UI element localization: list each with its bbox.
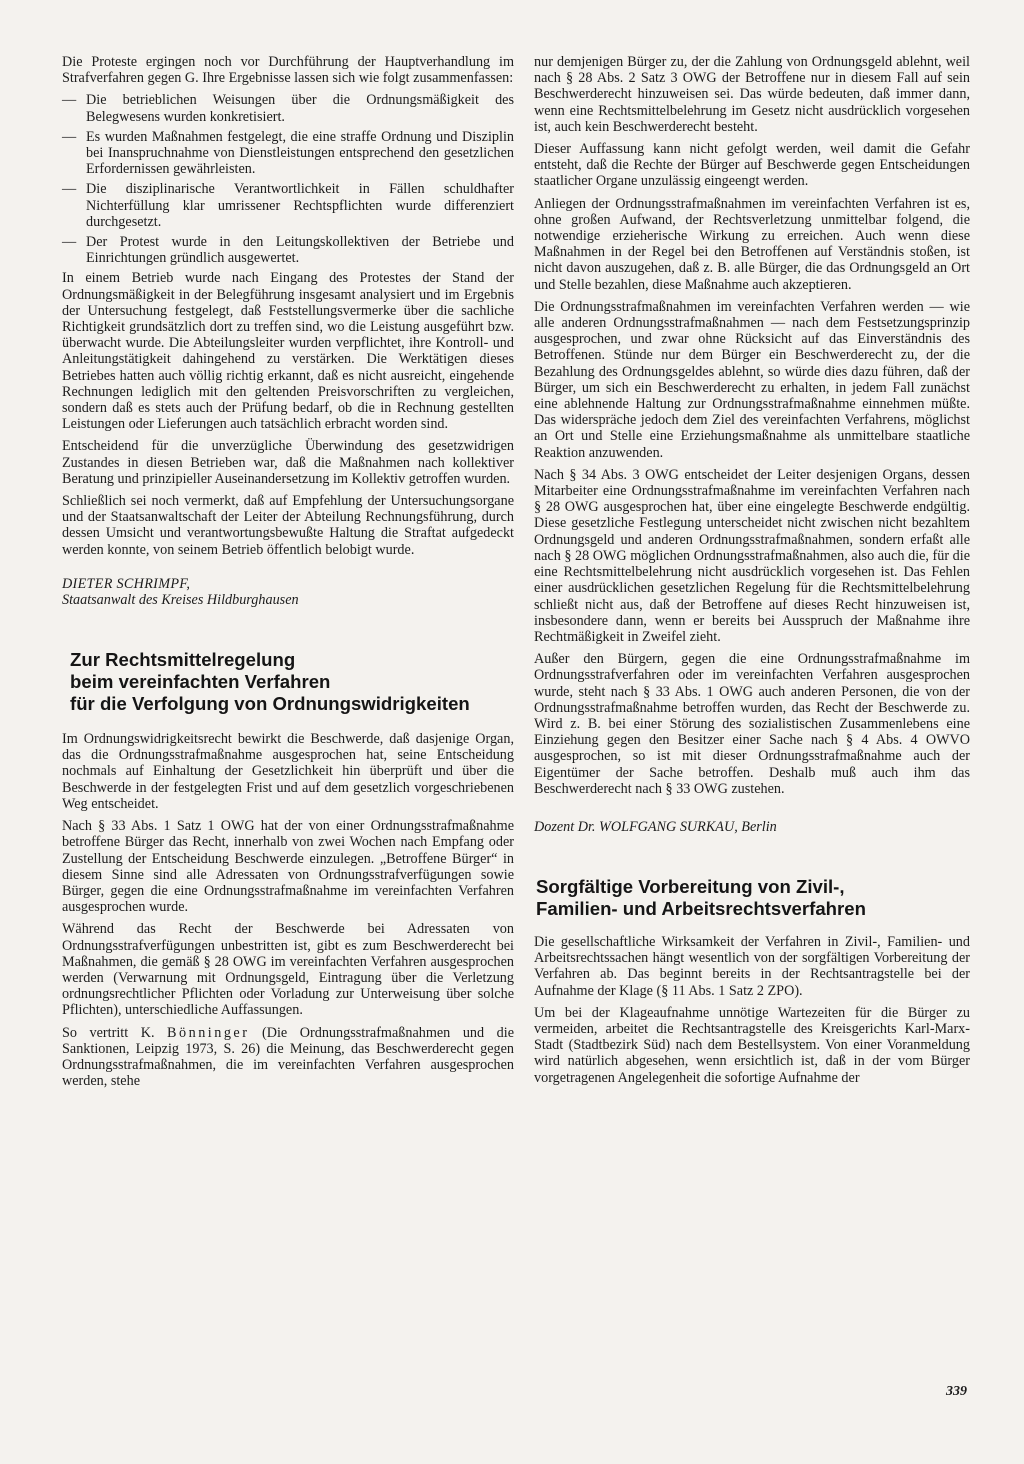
body-paragraph: Schließlich sei noch vermerkt, daß auf Empfehlung der Untersuchungsorgane und der Staatsanwaltschaft der Leiter der Abteilung Rechnungsführung, durch dessen Umsicht und verantwortungsbewußte Haltung die Straftat aufgedeckt werden konnte, von seinem Betrieb öffentlich belobigt wurde. xyxy=(62,493,514,558)
page-number: 339 xyxy=(946,1384,967,1399)
body-paragraph: Die gesellschaftliche Wirksamkeit der Verfahren in Zivil-, Familien- und Arbeitsrechtssachen hängt wesentlich von der sorgfältigen Vorbereitung der Verfahren ab. Das beginnt bereits in der Rechtsantragstelle bei der Aufnahme der Klage (§ 11 Abs. 1 Satz 2 ZPO). xyxy=(534,933,970,999)
cited-author: Bönninger xyxy=(167,1024,250,1041)
text-run: (Die Ordnungsstrafmaßnahmen und die Sanktionen, Leipzig 1973, S. 26) die Meinung, das Beschwerderecht gegen Ordnungsstrafmaßnahmen, die im vereinfachten Verfahren ausgesprochen werden, stehe xyxy=(62,1024,514,1090)
body-paragraph: Entscheidend für die unverzügliche Überwindung des gesetzwidrigen Zustandes in diesen Betrieben war, daß die Maßnahmen nach kollektiver Beratung und prinzipieller Auseinandersetzung im Kollektiv getroffen wurden. xyxy=(62,438,514,487)
body-paragraph: Nach § 34 Abs. 3 OWG entscheidet der Leiter desjenigen Organs, dessen Mitarbeiter eine Ordnungsstrafmaßnahme im vereinfachten Verfahren nach § 28 OWG ausgesprochen hat, über eine eingelegte Beschwerde endgültig. Diese gesetzliche Festlegung unterscheidet nicht zwischen nicht bezahltem Ordnungsgeld und anderen Ordnungsstrafmaßnahmen, sondern erfaßt alle nach § 28 OWG möglichen Ordnungsstrafmaßnahmen, also auch die, für die eine Rechtsmittelbelehrung nicht ausdrücklich vorgesehen ist. Das Fehlen einer ausdrücklichen gesetzlichen Regelung für die Rechtsmittelbelehrung schließt nicht aus, daß der Betroffene auf dieses Recht hinzuweisen ist, insbesondere dann, wenn er bereits bei Ausspruch der Maßnahme ihre Rechtmäßigkeit in Zweifel zieht. xyxy=(534,466,970,645)
body-paragraph: Während das Recht der Beschwerde bei Adressaten von Ordnungsstrafverfügungen unbestritten ist, gibt es zum Beschwerderecht bei Maßnahmen, die gemäß § 28 OWG im vereinfachten Verfahren ausgesprochen werden (Verwarnung mit Ordnungsgeld, Eintragung über die Verletzung ordnungsrechtlicher Pflichten oder Vorladung zur Unterweisung über solche Pflichten), unterschiedliche Auffassungen. xyxy=(62,921,514,1019)
author-name: DIETER SCHRIMPF, xyxy=(62,575,191,592)
article-heading xyxy=(536,876,970,920)
heading-line: Sorgfältige Vorbereitung von Zivil-, xyxy=(536,875,845,897)
list-item: — Der Protest wurde in den Leitungskollektiven der Betriebe und Einrichtungen gründlich ausgewertet. xyxy=(62,234,514,266)
body-paragraph xyxy=(62,1025,514,1090)
left-column xyxy=(62,54,514,1095)
intro-paragraph: Die Proteste ergingen noch vor Durchführung der Hauptverhandlung im Strafverfahren gegen G. Ihre Ergebnisse lassen sich wie folgt zusammenfassen: xyxy=(62,54,514,87)
body-paragraph: Nach § 33 Abs. 1 Satz 1 OWG hat der von einer Ordnungsstrafmaßnahme betroffene Bürger das Recht, innerhalb von zwei Wochen nach Empfang oder Zustellung der Entscheidung Beschwerde einzulegen. „Betroffene Bürger“ in diesem Sinne sind alle Adressaten von Ordnungsstrafverfügungen sowie Bürger, gegen die eine Ordnungsstrafmaßnahme im vereinfachten Verfahren ausgesprochen wurde. xyxy=(62,818,514,916)
article-heading xyxy=(70,649,514,715)
body-paragraph: Im Ordnungswidrigkeitsrecht bewirkt die Beschwerde, daß dasjenige Organ, das die Ordnungsstrafmaßnahme ausgesprochen hat, seine Entscheidung nochmals auf Einhaltung der Gesetzlichkeit hin überprüft und über die Beschwerde in der festgelegten Frist und auf dem gesetzlich vorgeschriebenen Weg entscheidet. xyxy=(62,731,514,812)
body-paragraph: Um bei der Klageaufnahme unnötige Wartezeiten für die Bürger zu vermeiden, arbeitet die Rechtsantragstelle des Kreisgerichts Karl-Marx-Stadt (Stadtbezirk Süd) nach dem Bestellsystem. Von einer Voranmeldung wird natürlich abgesehen, wenn ersichtlich ist, daß in der vom Bürger vorgetragenen Angelegenheit die sofortige Aufnahme der xyxy=(534,1004,970,1086)
author-signature: Dozent Dr. WOLFGANG SURKAU, Berlin xyxy=(534,818,777,835)
list-item: — Die disziplinarische Verantwortlichkeit in Fällen schuldhafter Nichterfüllung klar umrissener Rechtspflichten wurde differenziert durchgesetzt. xyxy=(62,181,514,230)
body-paragraph: In einem Betrieb wurde nach Eingang des Protestes der Stand der Ordnungsmäßigkeit in der Belegführung insgesamt analysiert und im Ergebnis der Untersuchung festgelegt, daß Feststellungsvermerke über die sachliche Richtigkeit grundsätzlich dort zu treffen sind, wo die Leistung ausgeführt bzw. überwacht wurde. Die Abteilungsleiter wurden verpflichtet, ihre Kontroll- und Anleitungstätigkeit dahingehend zu verstärken. Die Werktätigen dieses Betriebes hatten auch völlig richtig erkannt, daß es nicht ausreicht, eingehende Rechnungen lediglich mit den geltenden Preisvorschriften zu vergleichen, sondern daß es stets auch der Prüfung bedarf, ob die in Rechnung gestellten Leistungen oder Lieferungen auch tatsächlich erbracht worden sind. xyxy=(62,270,514,433)
body-paragraph: Außer den Bürgern, gegen die eine Ordnungsstrafmaßnahme im Ordnungsstrafverfahren oder im vereinfachten Verfahren ausgesprochen wurde, steht nach § 33 Abs. 1 OWG auch anderen Personen, die von der Ordnungsstrafmaßnahme betroffen wurden, das Recht der Beschwerde zu. Wird z. B. bei einer Störung des sozialistischen Zusammenlebens eine Einziehung gegen den Besitzer einer Sache nach § 4 Abs. 4 OWVO ausgesprochen, so ist mit dieser Ordnungsstrafmaßnahme auch der Eigentümer der Sache betroffen. Deshalb muß auch ihm das Beschwerderecht nach § 33 OWG zustehen. xyxy=(534,651,970,797)
heading-line: Familien- und Arbeitsrechtsverfahren xyxy=(536,897,866,919)
body-paragraph: Dieser Auffassung kann nicht gefolgt werden, weil damit die Gefahr entsteht, daß die Rechte der Bürger auf Beschwerde gegen Entscheidungen staatlicher Organe unzulässig eingeengt werden. xyxy=(534,141,970,190)
heading-line: für die Verfolgung von Ordnungswidrigkeiten xyxy=(70,693,470,715)
text-run: So vertritt K. xyxy=(62,1024,168,1041)
author-title: Staatsanwalt des Kreises Hildburghausen xyxy=(62,592,299,609)
body-paragraph: Die Ordnungsstrafmaßnahmen im vereinfachten Verfahren werden — wie alle anderen Ordnungsstrafmaßnahmen — nach dem Festsetzungsprinzip ausgesprochen, und zwar ohne Rücksicht auf das Einverständnis des Betroffenen. Stünde nur dem Bürger ein Beschwerderecht zu, der die Bezahlung des Ordnungsgeldes ablehnt, so würde dies dazu führen, daß der Bürger, um sich ein Beschwerderecht zu erhalten, in jedem Fall zunächst eine ablehnende Haltung zur Ordnungsstrafmaßnahme einnehmen müßte. Das widerspräche jedoch dem Ziel des vereinfachten Verfahrens, möglichst an Ort und Stelle eine Erziehungsmaßnahme als unmittelbare staatliche Reaktion anzuwenden. xyxy=(534,298,970,461)
right-column xyxy=(534,54,970,1092)
list-item: — Die betrieblichen Weisungen über die Ordnungsmäßigkeit des Belegwesens wurden konkretisiert. xyxy=(62,92,514,124)
heading-line: Zur Rechtsmittelregelung xyxy=(70,649,296,671)
author-signature xyxy=(62,576,514,609)
result-list xyxy=(62,92,514,266)
body-paragraph: Anliegen der Ordnungsstrafmaßnahmen im vereinfachten Verfahren ist es, ohne großen Aufwand, der Rechtsverletzung unmittelbar folgend, die notwendige erzieherische Wirkung zu erreichen. Auch wenn diese Maßnahmen in der Regel bei den Betroffenen auf Verständnis stoßen, ist nicht davon auszugehen, daß z. B. alle Bürger, die das Ordnungsgeld an Ort und Stelle bezahlen, diese Maßnahme auch akzeptieren. xyxy=(534,195,970,293)
heading-line: beim vereinfachten Verfahren xyxy=(70,671,331,693)
body-paragraph: nur demjenigen Bürger zu, der die Zahlung von Ordnungsgeld ablehnt, weil nach § 28 Abs. 2 Satz 3 OWG der Betroffene nur in diesem Fall auf sein Beschwerderecht hinzuweisen sei. Das würde bedeuten, daß immer dann, wenn eine Rechtsmittelbelehrung im Gesetz nicht ausdrücklich vorgesehen ist, auch kein Beschwerderecht besteht. xyxy=(534,54,970,135)
list-item: — Es wurden Maßnahmen festgelegt, die eine straffe Ordnung und Disziplin bei Inanspruchnahme von Dienstleistungen entsprechend den gesetzlichen Erfordernissen gewährleisten. xyxy=(62,129,514,178)
